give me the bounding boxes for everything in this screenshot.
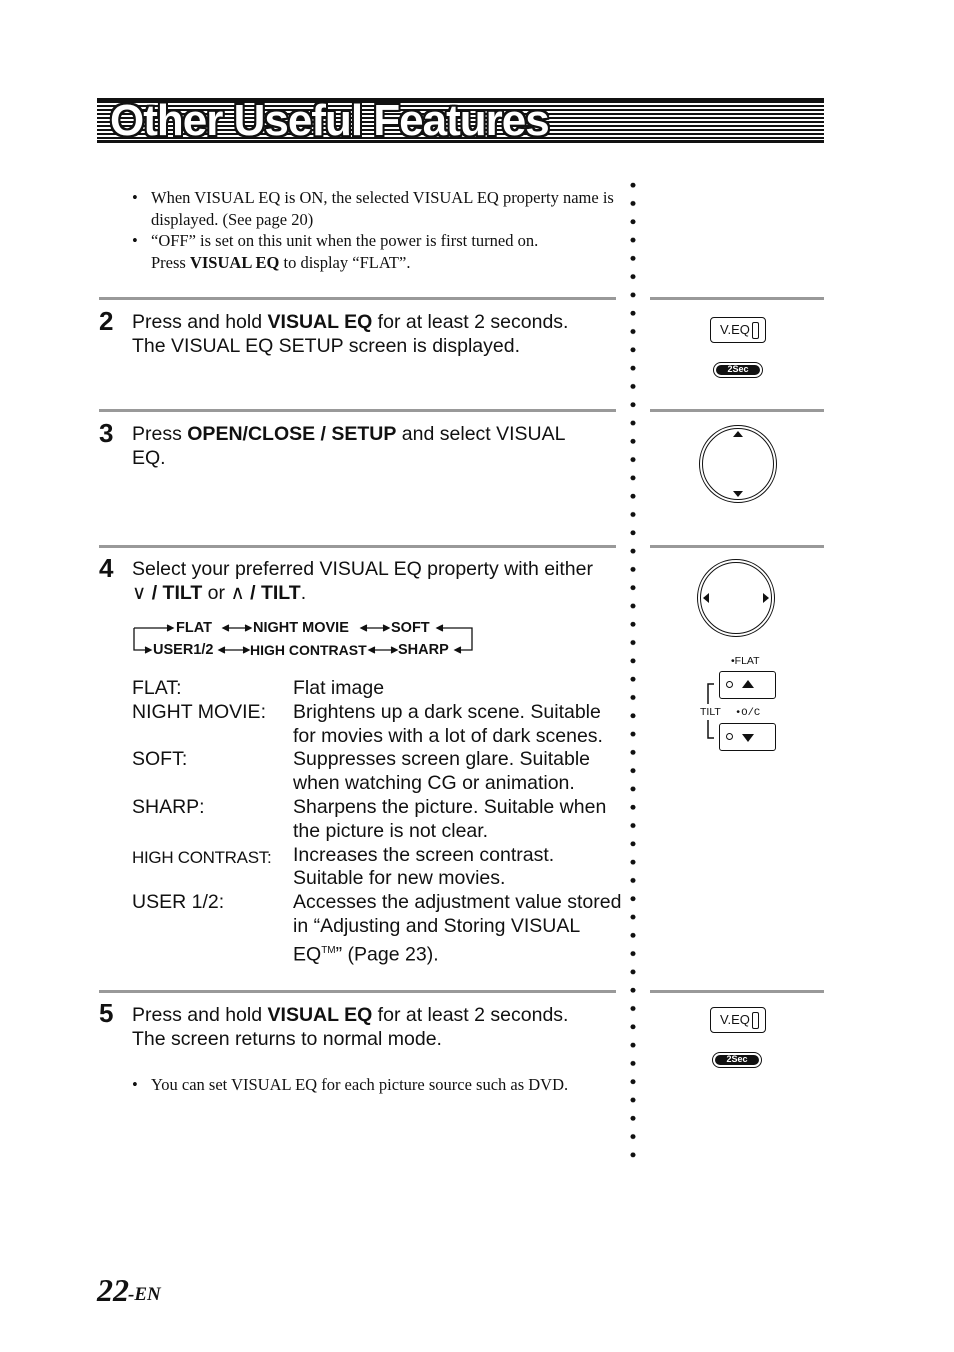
step-5-rule-right	[650, 990, 824, 993]
triangle-up-icon	[742, 680, 754, 688]
page-number: 22	[97, 1272, 129, 1308]
flow-user: USER1/2	[153, 642, 214, 658]
step-4-text: Select your preferred VISUAL EQ property with either ∨ / TILT or ∧ / TILT.	[132, 558, 593, 604]
arrow-left-icon	[703, 593, 709, 603]
triangle-down-icon	[742, 734, 754, 742]
def-user: USER 1/2: Accesses the adjustment value stored in “Adjusting and Storing VISUAL EQ™” (Page 23).	[132, 891, 622, 966]
property-definitions	[132, 677, 623, 967]
step-2-line2: The VISUAL EQ SETUP screen is displayed.	[132, 335, 521, 357]
step-4-rule	[99, 545, 616, 548]
def-flat: FLAT: Flat image	[132, 677, 385, 699]
tilt-down-button-icon	[719, 723, 776, 751]
arrow-up-icon	[733, 431, 743, 437]
tilt-label: TILT	[700, 706, 721, 718]
two-second-badge-2: 2Sec	[712, 1052, 762, 1068]
flow-night-movie: NIGHT MOVIE	[253, 620, 349, 636]
step-3-rule	[99, 409, 616, 412]
step-3-rule-right	[650, 409, 824, 412]
step-4-rule-right	[650, 545, 824, 548]
arrow-right-icon	[763, 593, 769, 603]
tilt-up-button-icon	[719, 671, 776, 699]
step-3-text: Press OPEN/CLOSE / SETUP and select VISUAL EQ.	[132, 423, 565, 469]
flow-high-contrast: HIGH CONTRAST	[250, 642, 367, 658]
flow-soft: SOFT	[391, 620, 430, 636]
oc-label: •O/C	[735, 707, 761, 719]
step-2-rule-right	[650, 297, 824, 300]
final-note-text: You can set VISUAL EQ for each picture source such as DVD.	[151, 1075, 569, 1094]
def-night-movie: NIGHT MOVIE: Brightens up a dark scene. Suitable for movies with a lot of dark scenes.	[132, 700, 603, 747]
arrow-down-icon	[733, 491, 743, 497]
step-5-line2: The screen returns to normal mode.	[132, 1028, 442, 1050]
intro-note-2-text: “OFF” is set on this unit when the power is first turned on. Press VISUAL EQ to display “FLAT”.	[151, 231, 539, 272]
step-2-rule	[99, 297, 616, 300]
tilt-down-glyph: ∨	[132, 582, 147, 604]
bullet-icon: •	[132, 188, 138, 207]
step-2-number: 2	[99, 306, 114, 336]
visual-eq-keyword: VISUAL EQ	[189, 253, 280, 272]
flow-flat: FLAT	[176, 620, 212, 636]
flat-label: •FLAT	[731, 655, 760, 667]
tilt-up-glyph: ∧	[230, 582, 245, 604]
trademark-mark: TM	[321, 944, 336, 956]
step-4-number: 4	[99, 553, 114, 583]
def-high-contrast: HIGH CONTRAST: Increases the screen contrast. Suitable for new movies.	[132, 843, 555, 890]
dotted-divider	[629, 176, 637, 1166]
veq-button-icon: V.EQ	[710, 317, 766, 343]
intro-note-1-text: When VISUAL EQ is ON, the selected VISUAL EQ property name is displayed. (See page 20)	[151, 188, 614, 229]
visual-eq-cycle-diagram	[132, 620, 482, 662]
page-title: Other Useful Features	[110, 96, 549, 145]
def-soft: SOFT: Suppresses screen glare. Suitable when watching CG or animation.	[132, 748, 591, 795]
bullet-icon: •	[132, 231, 138, 250]
step-5-rule	[99, 990, 616, 993]
two-second-badge: 2Sec	[713, 362, 763, 378]
flow-sharp: SHARP	[398, 642, 449, 658]
bullet-icon: •	[132, 1075, 138, 1094]
step-5-number: 5	[99, 998, 114, 1028]
page-language-suffix: -EN	[128, 1284, 161, 1305]
step-2-text: Press and hold VISUAL EQ for at least 2 seconds. The VISUAL EQ SETUP screen is displayed.	[132, 311, 569, 357]
step-3-number: 3	[99, 418, 114, 448]
intro-note-2-line1: “OFF” is set on this unit when the power is first turned on.	[151, 231, 539, 250]
def-sharp: SHARP: Sharpens the picture. Suitable when the picture is not clear.	[132, 795, 607, 842]
step-5-text: Press and hold VISUAL EQ for at least 2 seconds. The screen returns to normal mode.	[132, 1004, 569, 1050]
veq-button-icon-2: V.EQ	[710, 1007, 766, 1033]
